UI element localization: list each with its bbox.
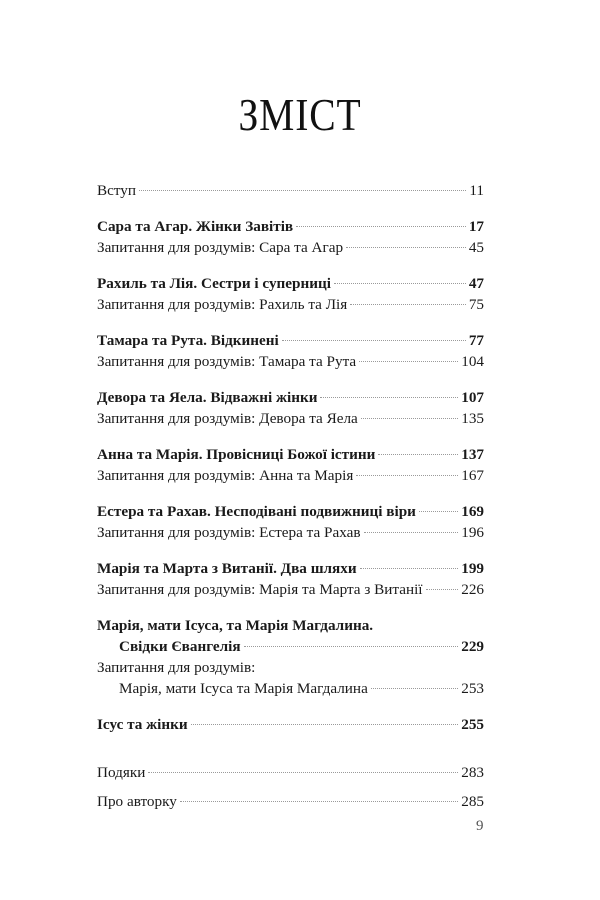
dot-leader bbox=[244, 646, 459, 647]
toc-entry-chapter bbox=[97, 444, 484, 465]
page-title: ЗМІСТ bbox=[238, 89, 362, 140]
toc-entry-title: Подяки bbox=[97, 764, 146, 781]
dot-leader bbox=[148, 772, 458, 773]
toc-entry-title: Запитання для роздумів: Естера та Рахав bbox=[97, 524, 361, 541]
toc-entry-page: 47 bbox=[468, 275, 484, 292]
toc-section-martha bbox=[97, 558, 484, 600]
toc-entry-title: Запитання для роздумів: Анна та Марія bbox=[97, 467, 354, 484]
toc-entry-title: Запитання для роздумів: Тамара та Рута bbox=[97, 353, 357, 370]
dot-leader bbox=[361, 418, 458, 419]
toc-entry-title: Запитання для роздумів: Рахиль та Лія bbox=[97, 296, 348, 313]
toc-entry-questions bbox=[97, 522, 484, 543]
page-number: 9 bbox=[476, 818, 484, 834]
toc-entry-page: 77 bbox=[468, 332, 484, 349]
toc-entry-title: Сара та Агар. Жінки Завітів bbox=[97, 218, 294, 235]
toc-section-esther bbox=[97, 501, 484, 543]
toc-entry-page: 285 bbox=[461, 793, 484, 810]
toc-entry-page: 17 bbox=[468, 218, 484, 235]
toc-entry-chapter bbox=[97, 330, 484, 351]
toc-section-author bbox=[97, 791, 484, 812]
toc-entry-page: 75 bbox=[468, 296, 484, 313]
toc-entry-page: 167 bbox=[461, 467, 484, 484]
dot-leader bbox=[296, 226, 466, 227]
toc-entry-title: Запитання для роздумів: Марія та Марта з Витанії bbox=[97, 581, 423, 598]
toc-entry-title: Свідки Євангелія bbox=[119, 638, 241, 655]
toc-section-jesus bbox=[97, 714, 484, 735]
toc-section-maria bbox=[97, 615, 484, 699]
dot-leader bbox=[364, 532, 459, 533]
dot-leader bbox=[426, 589, 459, 590]
dot-leader bbox=[356, 475, 458, 476]
toc-entry-title: Марія та Марта з Витанії. Два шляхи bbox=[97, 560, 357, 577]
toc-entry-questions bbox=[97, 351, 484, 372]
toc-entry-title: Марія, мати Ісуса та Марія Магдалина bbox=[119, 680, 368, 697]
toc-entry-questions bbox=[97, 579, 484, 600]
toc-section-thanks bbox=[97, 762, 484, 783]
toc-entry-title: Запитання для роздумів: Девора та Яела bbox=[97, 410, 358, 427]
dot-leader bbox=[334, 283, 466, 284]
toc-entry-chapter bbox=[97, 216, 484, 237]
toc-entry-page: 104 bbox=[461, 353, 484, 370]
toc-entry-title: Тамара та Рута. Відкинені bbox=[97, 332, 279, 349]
toc-entry-questions bbox=[97, 237, 484, 258]
toc-section-rachel bbox=[97, 273, 484, 315]
toc-entry-thanks bbox=[97, 762, 484, 783]
toc-entry-questions-line1: Запитання для роздумів: bbox=[97, 659, 256, 676]
toc-entry-author bbox=[97, 791, 484, 812]
toc-entry-title: Девора та Яела. Відважні жінки bbox=[97, 389, 318, 406]
toc-section-intro bbox=[97, 180, 484, 201]
dot-leader bbox=[419, 511, 458, 512]
toc-entry-page: 255 bbox=[461, 716, 484, 733]
toc-entry-title-line1: Марія, мати Ісуса, та Марія Магдалина. bbox=[97, 617, 374, 634]
dot-leader bbox=[139, 190, 466, 191]
toc-entry-chapter bbox=[97, 714, 484, 735]
toc-entry-page: 199 bbox=[461, 560, 484, 577]
toc-entry-page: 137 bbox=[461, 446, 484, 463]
toc-entry-page: 11 bbox=[469, 182, 484, 199]
toc-entry-questions bbox=[97, 465, 484, 486]
toc-entry-questions bbox=[97, 678, 484, 699]
dot-leader bbox=[359, 361, 458, 362]
toc-entry-chapter bbox=[97, 558, 484, 579]
toc-entry-intro bbox=[97, 180, 484, 201]
dot-leader bbox=[350, 304, 466, 305]
toc-entry-page: 107 bbox=[461, 389, 484, 406]
toc-section-deborah bbox=[97, 387, 484, 429]
toc-entry-page: 226 bbox=[461, 581, 484, 598]
toc-entry-page: 196 bbox=[461, 524, 484, 541]
toc-entry-page: 229 bbox=[461, 638, 484, 655]
dot-leader bbox=[180, 801, 458, 802]
table-of-contents bbox=[97, 180, 484, 827]
toc-entry-title: Ісус та жінки bbox=[97, 716, 188, 733]
dot-leader bbox=[371, 688, 458, 689]
toc-entry-chapter bbox=[97, 273, 484, 294]
toc-entry-chapter bbox=[97, 387, 484, 408]
dot-leader bbox=[320, 397, 458, 398]
toc-entry-page: 253 bbox=[461, 680, 484, 697]
toc-entry-title: Запитання для роздумів: Сара та Агар bbox=[97, 239, 344, 256]
dot-leader bbox=[191, 724, 459, 725]
toc-entry-title: Вступ bbox=[97, 182, 137, 199]
toc-entry-title: Рахиль та Лія. Сестри і суперниці bbox=[97, 275, 331, 292]
dot-leader bbox=[346, 247, 466, 248]
toc-entry-page: 45 bbox=[468, 239, 484, 256]
toc-entry-page: 135 bbox=[461, 410, 484, 427]
toc-section-sara bbox=[97, 216, 484, 258]
toc-entry-chapter bbox=[97, 501, 484, 522]
toc-section-tamar bbox=[97, 330, 484, 372]
dot-leader bbox=[360, 568, 459, 569]
toc-entry-page: 169 bbox=[461, 503, 484, 520]
dot-leader bbox=[378, 454, 458, 455]
toc-entry-title: Про авторку bbox=[97, 793, 177, 810]
toc-entry-title: Естера та Рахав. Несподівані подвижниці віри bbox=[97, 503, 416, 520]
toc-entry-questions bbox=[97, 408, 484, 429]
toc-entry-page: 283 bbox=[461, 764, 484, 781]
toc-entry-questions bbox=[97, 294, 484, 315]
toc-entry-chapter bbox=[97, 636, 484, 657]
toc-entry-title: Анна та Марія. Провісниці Божої істини bbox=[97, 446, 376, 463]
toc-section-anna bbox=[97, 444, 484, 486]
dot-leader bbox=[282, 340, 466, 341]
